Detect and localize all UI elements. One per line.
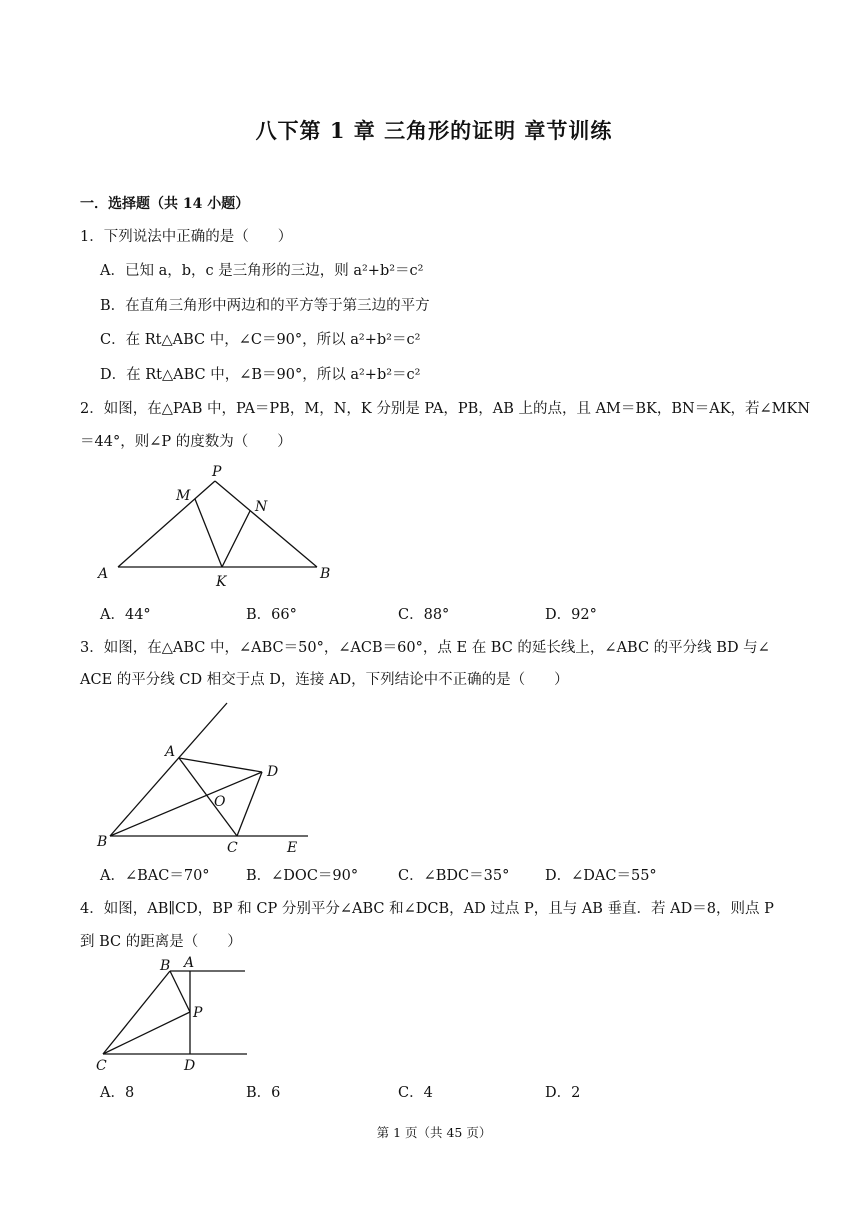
question-1-option-d: D．在 Rt△ABC 中，∠B＝90°，所以 a²+b²＝c² (100, 367, 421, 383)
question-1-stem: 1．下列说法中正确的是（ ） (80, 229, 293, 245)
segment-bp (170, 971, 190, 1012)
label-m: M (176, 488, 191, 504)
question-2-stem-line-2: ＝44°，则∠P 的度数为（ ） (80, 434, 292, 450)
question-4-stem-line-1: 4．如图，AB∥CD，BP 和 CP 分别平分∠ABC 和∠DCB，AD 过点 P，且与 AB 垂直．若 AD＝8，则点 P (80, 901, 774, 917)
question-3-option-b: B．∠DOC＝90° (246, 868, 359, 884)
label-a: A (165, 744, 176, 760)
segment-cp (103, 1012, 190, 1054)
question-2-option-b: B．66° (246, 607, 297, 623)
question-1-option-c: C．在 Rt△ABC 中，∠C＝90°，所以 a²+b²＝c² (100, 332, 421, 348)
question-2-stem-line-1: 2．如图，在△PAB 中，PA＝PB，M，N，K 分别是 PA，PB，AB 上的点，且 AM＝BK，BN＝AK，若∠MKN (80, 401, 811, 417)
question-2-option-d: D．92° (545, 607, 597, 623)
segment-bc (103, 971, 170, 1054)
question-3-option-c: C．∠BDC＝35° (398, 868, 510, 884)
question-4-option-a: A．8 (100, 1085, 135, 1101)
question-4-option-d: D．2 (545, 1085, 581, 1101)
question-3-stem-line-1: 3．如图，在△ABC 中，∠ABC＝50°，∠ACB＝60°，点 E 在 BC 的延长线上，∠ABC 的平分线 BD 与∠ (80, 640, 770, 656)
label-b: B (160, 958, 171, 974)
question-3-option-d: D．∠DAC＝55° (545, 868, 657, 884)
question-1-option-a: A．已知 a，b，c 是三角形的三边，则 a²+b²＝c² (100, 263, 424, 279)
page-footer: 第 1 页（共 45 页） (376, 1125, 492, 1140)
label-d: D (267, 764, 279, 780)
label-o: O (214, 794, 226, 810)
label-a: A (184, 955, 195, 971)
label-p: P (212, 464, 222, 480)
question-4-option-b: B．6 (246, 1085, 281, 1101)
label-n: N (255, 499, 268, 515)
label-a: A (98, 566, 109, 582)
question-3-option-a: A．∠BAC＝70° (100, 868, 210, 884)
label-b: B (97, 834, 108, 850)
page-title: 八下第 1 章 三角形的证明 章节训练 (255, 118, 613, 143)
question-2-option-c: C．88° (398, 607, 450, 623)
label-b: B (320, 566, 331, 582)
section-heading: 一．选择题（共 14 小题） (80, 196, 250, 212)
label-k: K (216, 574, 227, 590)
question-1-option-b: B．在直角三角形中两边和的平方等于第三边的平方 (100, 298, 430, 314)
label-c: C (227, 840, 238, 856)
question-2-option-a: A．44° (100, 607, 151, 623)
label-p: P (193, 1005, 203, 1021)
question-3-stem-line-2: ACE 的平分线 CD 相交于点 D，连接 AD，下列结论中不正确的是（ ） (80, 672, 569, 688)
label-e: E (287, 840, 298, 856)
label-d: D (184, 1058, 196, 1074)
label-c: C (96, 1058, 107, 1074)
question-4-stem-line-2: 到 BC 的距离是（ ） (80, 934, 242, 950)
question-4-option-c: C．4 (398, 1085, 433, 1101)
